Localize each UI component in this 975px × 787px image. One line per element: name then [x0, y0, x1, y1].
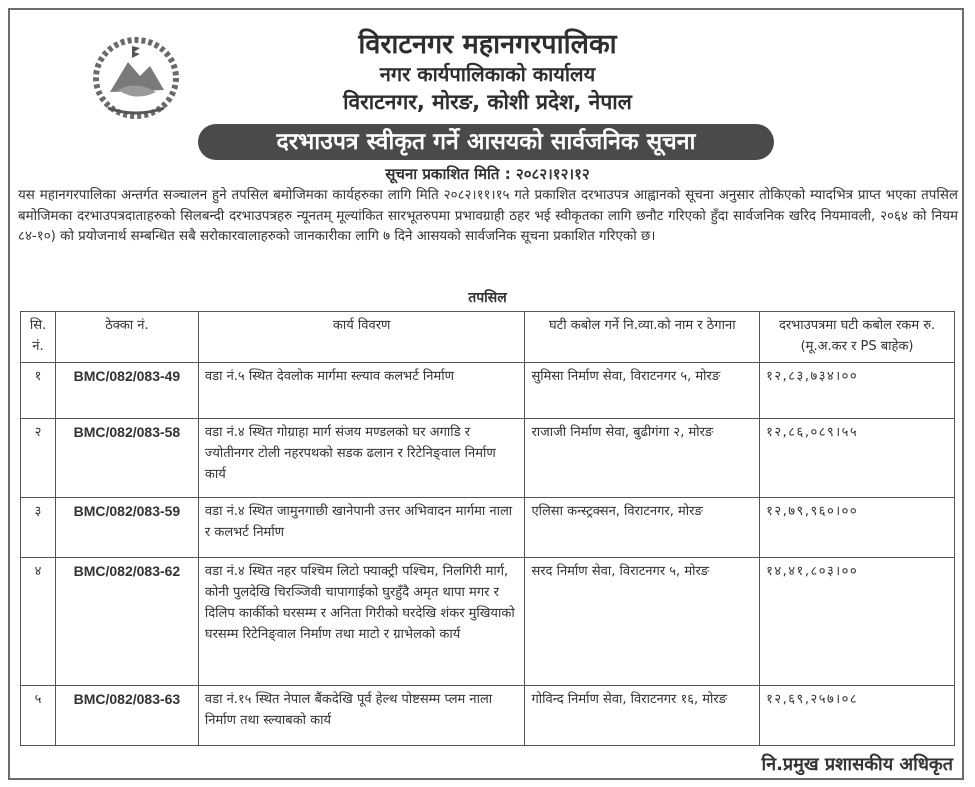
serial: १ [21, 363, 56, 419]
bidder: सरद निर्माण सेवा, विराटनगर ५, मोरङ [525, 558, 760, 686]
amount: १४,४१,८०३।०० [760, 558, 955, 686]
header-serial: सि. नं. [21, 312, 56, 363]
office-address: विराटनगर, मोरङ, कोशी प्रदेश, नेपाल [343, 90, 632, 114]
contract-no: BMC/082/083-59 [55, 498, 198, 558]
signatory-title: नि.प्रमुख प्रशासकीय अधिकृत [761, 754, 953, 775]
notice-body: यस महानगरपालिका अन्तर्गत सञ्चालन हुने तपसिल बमोजिमका कार्यहरुका लागि मिति २०८२।११।१५ गते प्रकाशित दरभाउपत्र आह्वानको सूचना अनुसार तोकिएको म्यादभित्र प्राप्त भएका तपसिल बमोजिमका दरभाउपत्रदाताहरुको सिलबन्दी दरभाउपत्रहरु न्यूनतम् मूल्यांकित सारभूतरुपमा प्रभावग्राही ठहर भई स्वीकृतका लागि छनौट गरिएको हुँदा सार्वजनिक खरिद नियमावली, २०६४ को नियम ८४-१०) को प्रयोजनार्थ सम्बन्धित सबै सरोकारवालाहरुको जानकारीका लागि ७ दिने आसयको सार्वजनिक सूचना प्रकाशित गरिएको छ। [18, 188, 958, 244]
serial: ३ [21, 498, 56, 558]
serial: ५ [21, 686, 56, 746]
bidder: राजाजी निर्माण सेवा, बुढीगंगा २, मोरङ [525, 419, 760, 498]
contract-no: BMC/082/083-58 [55, 419, 198, 498]
header-work-description: कार्य विवरण [198, 312, 525, 363]
bid-table [20, 311, 955, 746]
office-name: नगर कार्यपालिकाको कार्यालय [379, 62, 596, 86]
work-description: वडा नं.४ स्थित नहर पश्चिम लिटो फ्याक्ट्री पश्चिम, निलगिरी मार्ग, कोनी पुलदेखि चिरञ्जिवी चापागाईको घुरहुँदै अमृत थापा मगर र दिलिप कार्कीको घरसम्म र अनिता गिरीको घरदेखि शंकर मुखियाको घरसम्म रिटेनिङ्वाल निर्माण तथा माटो र ग्राभेलको कार्य [198, 558, 525, 686]
work-description: वडा नं.५ स्थित देवलोक मार्गमा स्ल्याव कलभर्ट निर्माण [198, 363, 525, 419]
contract-no: BMC/082/083-62 [55, 558, 198, 686]
serial: २ [21, 419, 56, 498]
table-row [21, 419, 955, 498]
amount: १२,८६,०८९।५५ [760, 419, 955, 498]
amount: १२,६९,२५७।०८ [760, 686, 955, 746]
header-bidder: घटी कबोल गर्ने नि.व्या.को नाम र ठेगाना [525, 312, 760, 363]
contract-no: BMC/082/083-49 [55, 363, 198, 419]
notice-title: दरभाउपत्र स्वीकृत गर्ने आसयको सार्वजनिक सूचना [198, 124, 774, 160]
work-description: वडा नं.१५ स्थित नेपाल बैंकदेखि पूर्व हेल्थ पोष्टसम्म प्लम नाला निर्माण तथा स्ल्याबको कार्य [198, 686, 525, 746]
table-row [21, 498, 955, 558]
schedule-label: तपसिल [468, 290, 507, 306]
contract-no: BMC/082/083-63 [55, 686, 198, 746]
bidder: एलिसा कन्स्ट्रक्सन, विराटनगर, मोरङ [525, 498, 760, 558]
header-amount: दरभाउपत्रमा घटी कबोल रकम रु.(मू.अ.कर र PS बाहेक) [760, 312, 955, 363]
table-row [21, 363, 955, 419]
bidder: गोविन्द निर्माण सेवा, विराटनगर १६, मोरङ [525, 686, 760, 746]
table-row [21, 558, 955, 686]
amount: १२,७९,९६०।०० [760, 498, 955, 558]
org-name: विराटनगर महानगरपालिका [358, 29, 617, 60]
published-date: सूचना प्रकाशित मिति : २०८२।१२।१२ [385, 165, 590, 183]
table-header-row [21, 312, 955, 363]
work-description: वडा नं.४ स्थित जामुनगाछी खानेपानी उत्तर अभिवादन मार्गमा नाला र कलभर्ट निर्माण [198, 498, 525, 558]
bidder: सुमिसा निर्माण सेवा, विराटनगर ५, मोरङ [525, 363, 760, 419]
serial: ४ [21, 558, 56, 686]
header-contract-no: ठेक्का नं. [55, 312, 198, 363]
work-description: वडा नं.४ स्थित गोग्राहा मार्ग संजय मण्डलको घर अगाडि र ज्योतीनगर टोली नहरपथको सडक ढलान र रिटेनिङ्वाल निर्माण कार्य [198, 419, 525, 498]
amount: १२,८३,७३४।०० [760, 363, 955, 419]
table-row [21, 686, 955, 746]
